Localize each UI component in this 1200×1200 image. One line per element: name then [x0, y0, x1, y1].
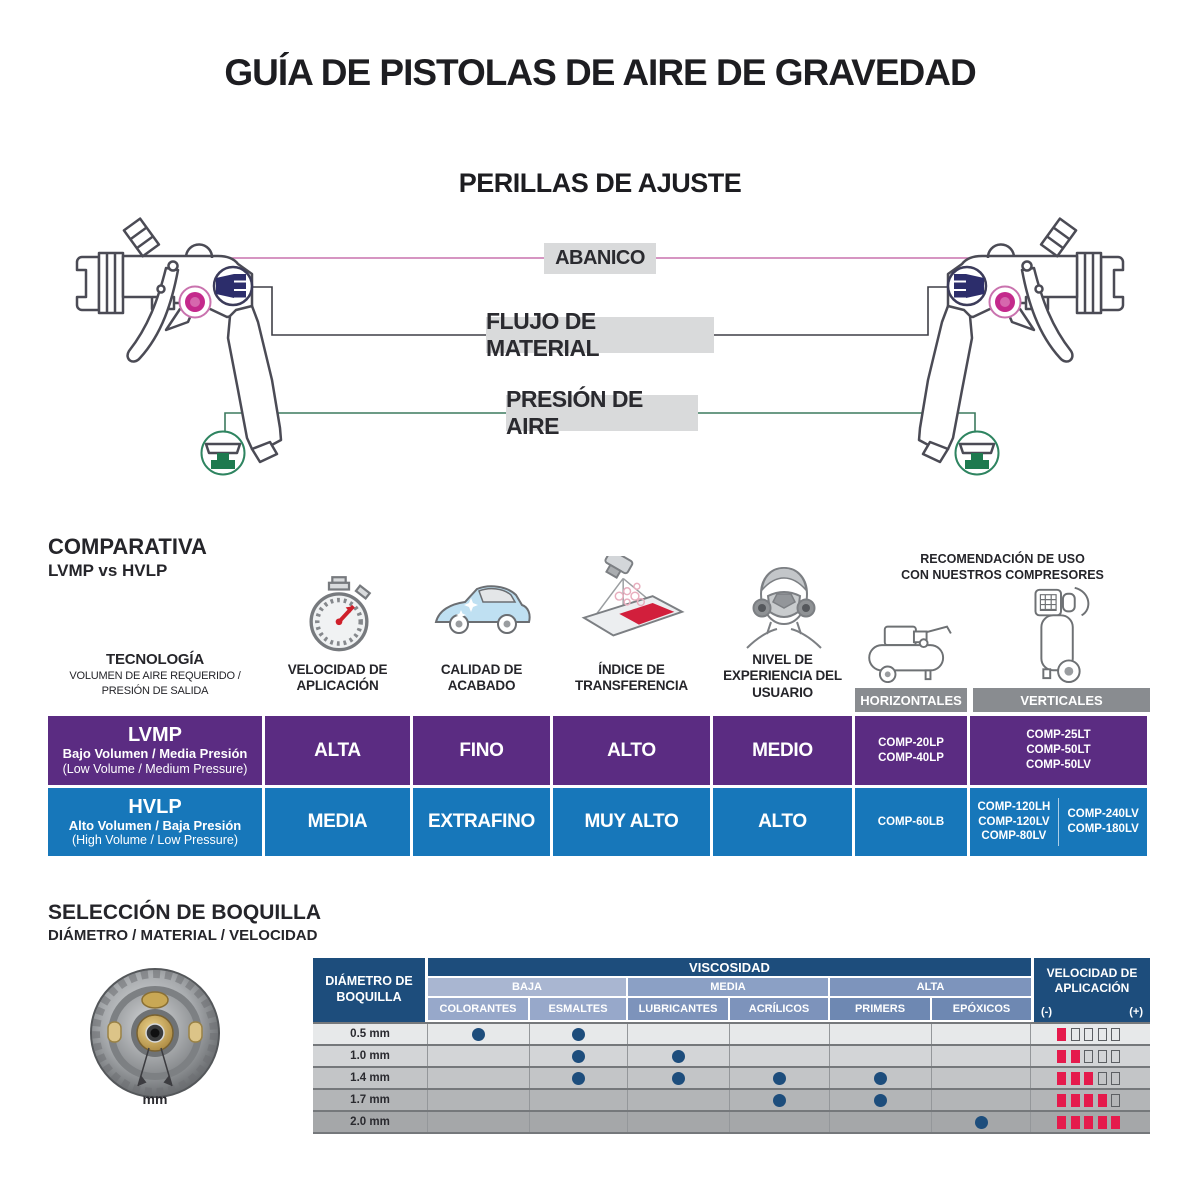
column-header-horizontal-compressors: HORIZONTALES	[855, 688, 967, 712]
material-header-acrylics: ACRÍLICOS	[730, 998, 830, 1020]
speed-cell: ALTA	[265, 716, 410, 785]
comparison-heading: COMPARATIVA	[48, 534, 207, 559]
experience-cell: MEDIO	[713, 716, 852, 785]
viscosity-group-high: ALTA	[830, 978, 1031, 996]
nozzle-section-title: SELECCIÓN DE BOQUILLA	[48, 901, 322, 924]
comparison-subheading: LVMP vs HVLP	[48, 561, 168, 580]
speed-bar	[1084, 1028, 1093, 1041]
dot-marker	[672, 1072, 685, 1085]
nozzle-selection-table	[313, 958, 1150, 1134]
speed-bar	[1084, 1072, 1093, 1085]
speed-bar	[1084, 1094, 1093, 1107]
speed-bar	[1098, 1072, 1107, 1085]
viscosity-group-low: BAJA	[428, 978, 628, 996]
speed-bar	[1057, 1094, 1066, 1107]
spray-panel-icon	[578, 556, 688, 652]
speed-bar	[1071, 1028, 1080, 1041]
stopwatch-icon	[302, 575, 376, 653]
tech-cell: HVLP Alto Volumen / Baja Presión (High Volume / Low Pressure)	[48, 788, 262, 856]
speed-bars	[1057, 1094, 1120, 1107]
application-speed-column-header: VELOCIDAD DE APLICACIÓN (-) (+)	[1031, 958, 1150, 1022]
column-header-vertical-compressors: VERTICALES	[973, 688, 1150, 712]
speed-bar	[1071, 1094, 1080, 1107]
material-header-lubricants: LUBRICANTES	[628, 998, 730, 1020]
diameter-value: 1.7 mm	[313, 1090, 428, 1110]
speed-bars	[1057, 1072, 1120, 1085]
speed-bar	[1098, 1050, 1107, 1063]
table-row-lvmp	[48, 716, 1150, 785]
dot-marker	[672, 1050, 685, 1063]
nozzle-table-row	[313, 1044, 1150, 1066]
mm-dimension-label: mm	[142, 1091, 168, 1107]
speed-min-label: (-)	[1041, 1006, 1052, 1019]
horizontal-compressor-icon	[864, 614, 960, 684]
dot-marker	[773, 1094, 786, 1107]
speed-bar	[1111, 1028, 1120, 1041]
finish-cell: EXTRAFINO	[413, 788, 550, 856]
column-header-application-speed: VELOCIDAD DE APLICACIÓN	[287, 662, 388, 694]
diameter-value: 1.0 mm	[313, 1046, 428, 1066]
adjust-knobs-section-title: PERILLAS DE AJUSTE	[458, 168, 742, 198]
finish-cell: FINO	[413, 716, 550, 785]
respirator-mask-icon	[741, 562, 827, 650]
speed-bar	[1098, 1028, 1107, 1041]
speed-bar	[1084, 1116, 1093, 1129]
transfer-cell: MUY ALTO	[553, 788, 710, 856]
material-flow-label: FLUJO DE MATERIAL	[486, 317, 714, 353]
dot-marker	[572, 1050, 585, 1063]
transfer-cell: ALTO	[553, 716, 710, 785]
car-icon	[431, 578, 535, 640]
vertical-compressors-cell: COMP-120LH COMP-120LV COMP-80LV COMP-240LV COMP-180LV	[970, 788, 1147, 856]
page-title: GUÍA DE PISTOLAS DE AIRE DE GRAVEDAD	[224, 52, 976, 93]
speed-bar	[1084, 1050, 1093, 1063]
speed-bar	[1071, 1072, 1080, 1085]
speed-bar	[1098, 1116, 1107, 1129]
speed-bars	[1057, 1028, 1120, 1041]
nozzle-table-row	[313, 1022, 1150, 1044]
speed-bar	[1111, 1094, 1120, 1107]
speed-bars	[1057, 1050, 1120, 1063]
dot-marker	[975, 1116, 988, 1129]
diameter-value: 1.4 mm	[313, 1068, 428, 1088]
speed-bar	[1057, 1050, 1066, 1063]
dot-marker	[572, 1072, 585, 1085]
nozzle-section-subtitle: DIÁMETRO / MATERIAL / VELOCIDAD	[48, 927, 318, 944]
air-cap-photo	[70, 952, 245, 1152]
dot-marker	[874, 1072, 887, 1085]
nozzle-table-row	[313, 1088, 1150, 1110]
speed-bar	[1057, 1072, 1066, 1085]
diameter-column-header: DIÁMETRO DE BOQUILLA	[313, 958, 428, 1022]
viscosity-group-medium: MEDIA	[628, 978, 830, 996]
dot-marker	[572, 1028, 585, 1041]
left-spray-gun	[77, 219, 281, 475]
speed-bar	[1111, 1116, 1120, 1129]
tech-cell: LVMP Bajo Volumen / Media Presión (Low Volume / Medium Pressure)	[48, 716, 262, 785]
speed-bar	[1071, 1116, 1080, 1129]
right-spray-gun	[919, 219, 1123, 475]
experience-cell: ALTO	[713, 788, 852, 856]
speed-bar	[1057, 1116, 1066, 1129]
speed-cell: MEDIA	[265, 788, 410, 856]
vertical-compressors-cell: COMP-25LT COMP-50LT COMP-50LV	[970, 716, 1147, 785]
material-header-colorants: COLORANTES	[428, 998, 530, 1020]
fan-pattern-label: ABANICO	[544, 243, 656, 274]
nozzle-table-row	[313, 1066, 1150, 1088]
column-header-user-experience: NIVEL DE EXPERIENCIA DEL USUARIO	[723, 652, 842, 700]
compressor-recommendation-title: RECOMENDACIÓN DE USO CON NUESTROS COMPRESORES	[901, 552, 1104, 582]
speed-bars	[1057, 1116, 1120, 1129]
column-header-transfer-rate: ÍNDICE DE TRANSFERENCIA	[575, 662, 688, 694]
speed-max-label: (+)	[1129, 1006, 1143, 1019]
material-header-primers: PRIMERS	[830, 998, 932, 1020]
table-row-hvlp	[48, 788, 1150, 856]
column-header-finish-quality: CALIDAD DE ACABADO	[440, 662, 523, 694]
column-header-technology: TECNOLOGÍA VOLUMEN DE AIRE REQUERIDO / PRESIÓN DE SALIDA	[69, 651, 241, 697]
horizontal-compressors-cell: COMP-20LP COMP-40LP	[855, 716, 967, 785]
speed-bar	[1111, 1050, 1120, 1063]
dot-marker	[472, 1028, 485, 1041]
vertical-compressor-icon	[1025, 580, 1097, 684]
dot-marker	[874, 1094, 887, 1107]
speed-bar	[1071, 1050, 1080, 1063]
material-header-epoxies: EPÓXICOS	[932, 998, 1031, 1020]
nozzle-table-header	[313, 958, 1150, 1022]
horizontal-compressors-cell: COMP-60LB	[855, 788, 967, 856]
diameter-value: 2.0 mm	[313, 1112, 428, 1132]
diameter-value: 0.5 mm	[313, 1024, 428, 1044]
speed-bar	[1098, 1094, 1107, 1107]
viscosity-header: VISCOSIDAD	[428, 958, 1031, 978]
air-pressure-label: PRESIÓN DE AIRE	[506, 395, 698, 431]
material-header-enamels: ESMALTES	[530, 998, 628, 1020]
speed-bar	[1111, 1072, 1120, 1085]
dot-marker	[773, 1072, 786, 1085]
nozzle-table-row	[313, 1110, 1150, 1134]
speed-bar	[1057, 1028, 1066, 1041]
